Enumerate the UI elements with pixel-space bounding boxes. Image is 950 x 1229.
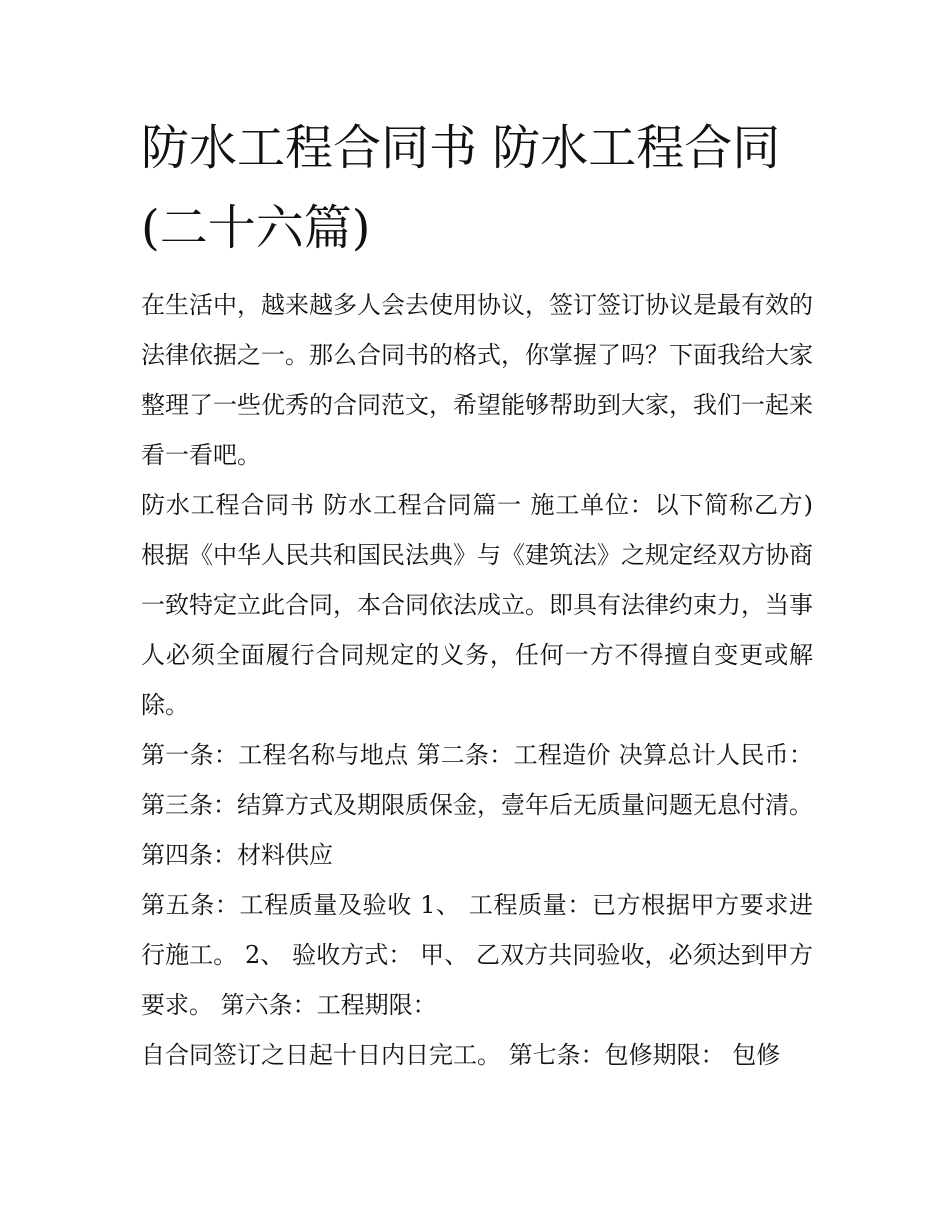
paragraph-intro: 在生活中，越来越多人会去使用协议，签订签订协议是最有效的法律依据之一。那么合同书的格式，你掌握了吗？下面我给大家整理了一些优秀的合同范文，希望能够帮助到大家，我们一起来看一看吧。 <box>141 291 813 469</box>
paragraph-contract-preamble: 防水工程合同书 防水工程合同篇一 施工单位：以下简称乙方)根据《中华人民共和国民法典》与《建筑法》之规定经双方协商一致特定立此合同，本合同依法成立。即具有法律约束力，当事人必须全面履行合同规定的义务，任何一方不得擅自变更或解除。 <box>141 491 813 719</box>
document-page <box>141 108 813 1080</box>
paragraph-articles-1-4: 第一条：工程名称与地点 第二条：工程造价 决算总计人民币： 第三条：结算方式及期限质保金，壹年后无质量问题无息付清。 第四条：材料供应 <box>141 741 813 869</box>
paragraph-articles-5-6: 第五条：工程质量及验收 1、 工程质量：已方根据甲方要求进行施工。 2、 验收方式： 甲、 乙双方共同验收，必须达到甲方要求。 第六条：工程期限： <box>141 891 813 1019</box>
paragraph-article-7: 自合同签订之日起十日内日完工。 第七条：包修期限： 包修 <box>141 1041 781 1069</box>
document-title: 防水工程合同书 防水工程合同(二十六篇) <box>141 120 781 256</box>
